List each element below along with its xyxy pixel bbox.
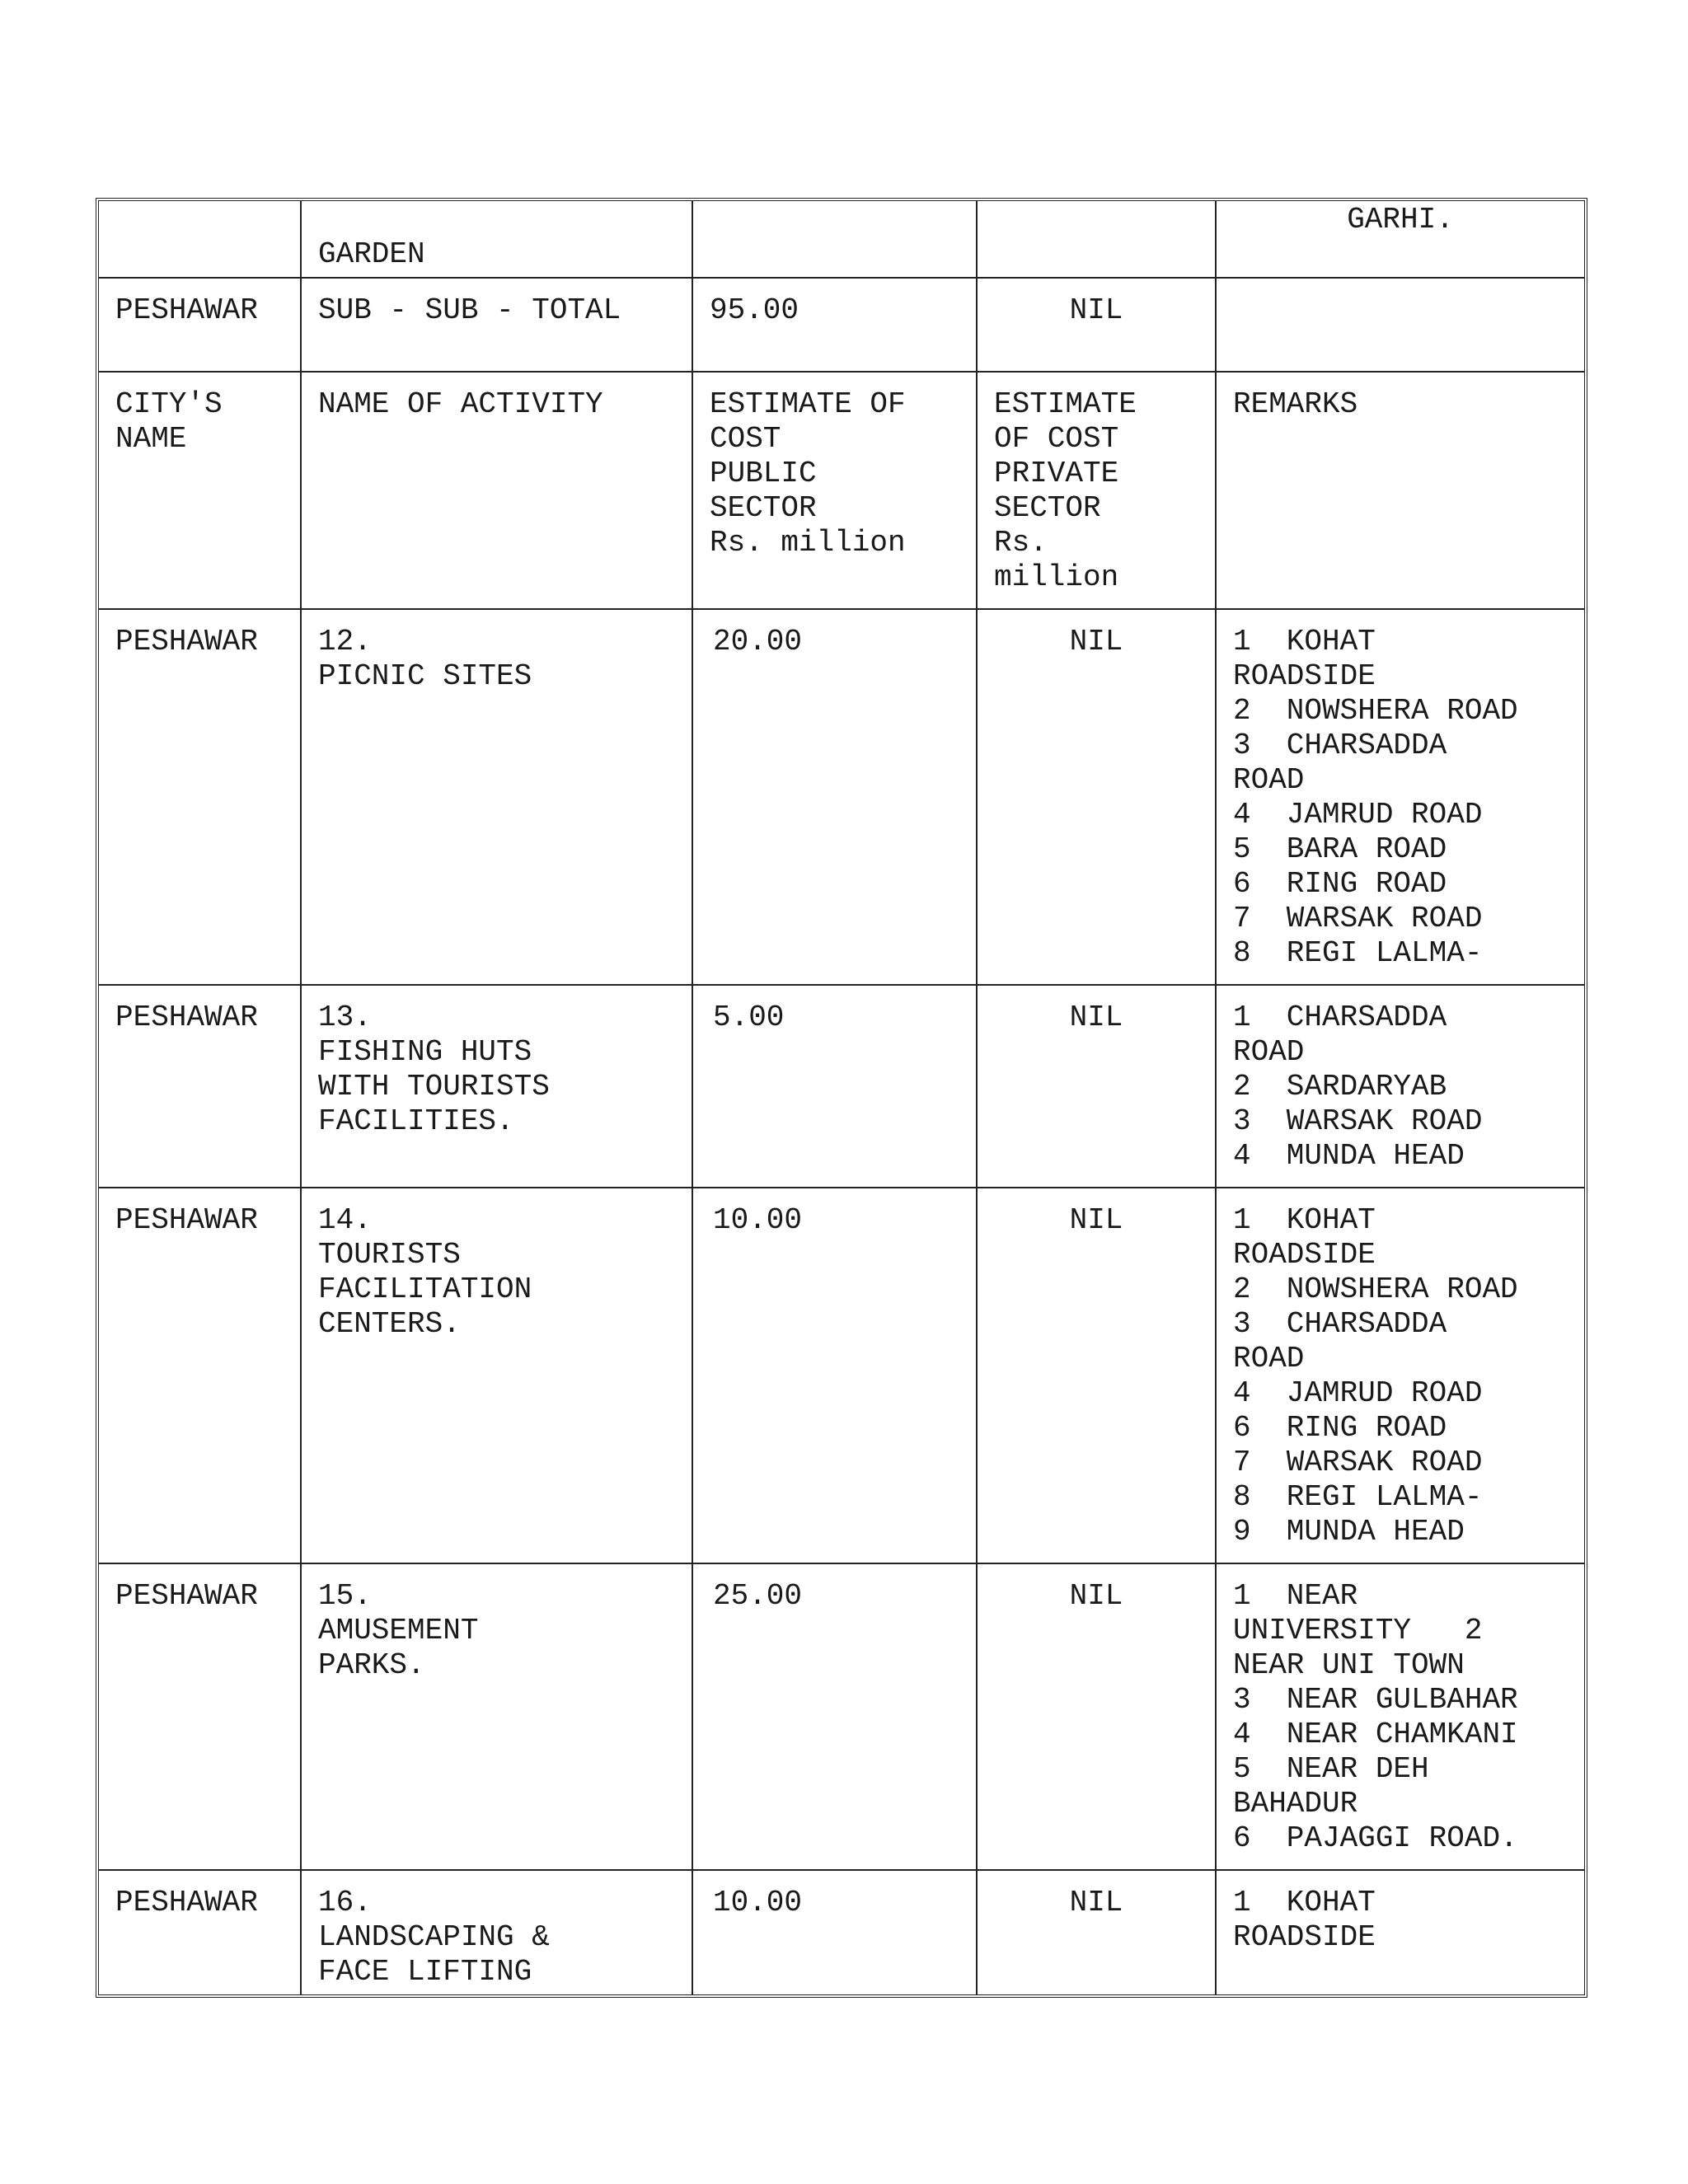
city-cell: PESHAWAR bbox=[99, 609, 301, 985]
remarks-cell: 1 KOHAT ROADSIDE 2 NOWSHERA ROAD 3 CHARSADDA ROAD 4 JAMRUD ROAD 6 RING ROAD 7 WARSAK ROAD 8 REGI LALMA- 9 MUNDA HEAD bbox=[1216, 1188, 1584, 1563]
activity-cost-table-frame bbox=[96, 198, 1587, 1998]
activity-cell bbox=[301, 609, 692, 985]
table-row bbox=[99, 609, 1584, 985]
activity-name: GARDEN bbox=[318, 237, 425, 271]
city-cell: PESHAWAR bbox=[99, 985, 301, 1188]
activity-cell bbox=[301, 1870, 692, 1994]
public-cost-cell: 10.00 bbox=[692, 1870, 977, 1994]
remarks-cell: 1 CHARSADDA ROAD 2 SARDARYAB 3 WARSAK ROAD 4 MUNDA HEAD bbox=[1216, 985, 1584, 1188]
public-cost-cell: 95.00 bbox=[692, 278, 977, 372]
city-cell: PESHAWAR bbox=[99, 1188, 301, 1563]
activity-cell bbox=[301, 201, 692, 278]
city-cell: PESHAWAR bbox=[99, 1870, 301, 1994]
remarks-cell: GARHI. bbox=[1216, 201, 1584, 278]
private-cost-cell: NIL bbox=[977, 278, 1216, 372]
table-row bbox=[99, 1563, 1584, 1870]
header-city-name: CITY'S NAME bbox=[99, 372, 301, 609]
remarks-cell bbox=[1216, 278, 1584, 372]
activity-cell bbox=[301, 1563, 692, 1870]
activity-cell bbox=[301, 985, 692, 1188]
table-row bbox=[99, 278, 1584, 372]
remarks-cell: 1 KOHAT ROADSIDE 2 NOWSHERA ROAD 3 CHARSADDA ROAD 4 JAMRUD ROAD 5 BARA ROAD 6 RING ROAD 7 WARSAK ROAD 8 REGI LALMA- bbox=[1216, 609, 1584, 985]
remarks-cell: 1 NEAR UNIVERSITY 2 NEAR UNI TOWN 3 NEAR GULBAHAR 4 NEAR CHAMKANI 5 NEAR DEH BAHADUR 6 PAJAGGI ROAD. bbox=[1216, 1563, 1584, 1870]
public-cost-cell: 5.00 bbox=[692, 985, 977, 1188]
activity-name: PICNIC SITES bbox=[318, 659, 532, 693]
header-activity-name: NAME OF ACTIVITY bbox=[301, 372, 692, 609]
private-cost-cell: NIL bbox=[977, 1188, 1216, 1563]
city-cell: PESHAWAR bbox=[99, 1563, 301, 1870]
activity-number: 14. bbox=[318, 1203, 372, 1237]
private-cost-cell bbox=[977, 201, 1216, 278]
activity-number: 12. bbox=[318, 625, 372, 658]
public-cost-cell: 10.00 bbox=[692, 1188, 977, 1563]
activity-number: 16. bbox=[318, 1886, 372, 1919]
activity-cell bbox=[301, 1188, 692, 1563]
header-private-cost: ESTIMATE OF COST PRIVATE SECTOR Rs. million bbox=[977, 372, 1216, 609]
activity-name: TOURISTS FACILITATION CENTERS. bbox=[318, 1238, 532, 1341]
city-cell bbox=[99, 201, 301, 278]
activity-name: LANDSCAPING & FACE LIFTING bbox=[318, 1920, 550, 1989]
activity-name: FISHING HUTS WITH TOURISTS FACILITIES. bbox=[318, 1035, 550, 1138]
header-remarks: REMARKS bbox=[1216, 372, 1584, 609]
header-public-cost: ESTIMATE OF COST PUBLIC SECTOR Rs. million bbox=[692, 372, 977, 609]
table-header-row bbox=[99, 372, 1584, 609]
activity-name: AMUSEMENT PARKS. bbox=[318, 1614, 479, 1682]
activity-cell: SUB - SUB - TOTAL bbox=[301, 278, 692, 372]
table-row bbox=[99, 201, 1584, 278]
private-cost-cell: NIL bbox=[977, 1563, 1216, 1870]
remarks-cell: 1 KOHAT ROADSIDE bbox=[1216, 1870, 1584, 1994]
activity-cost-table bbox=[99, 201, 1584, 1994]
private-cost-cell: NIL bbox=[977, 985, 1216, 1188]
private-cost-cell: NIL bbox=[977, 1870, 1216, 1994]
public-cost-cell: 20.00 bbox=[692, 609, 977, 985]
public-cost-cell bbox=[692, 201, 977, 278]
public-cost-cell: 25.00 bbox=[692, 1563, 977, 1870]
activity-number: 13. bbox=[318, 1001, 372, 1034]
table-row bbox=[99, 1870, 1584, 1994]
private-cost-cell: NIL bbox=[977, 609, 1216, 985]
table-row bbox=[99, 1188, 1584, 1563]
activity-number: 15. bbox=[318, 1579, 372, 1613]
table-row bbox=[99, 985, 1584, 1188]
city-cell: PESHAWAR bbox=[99, 278, 301, 372]
